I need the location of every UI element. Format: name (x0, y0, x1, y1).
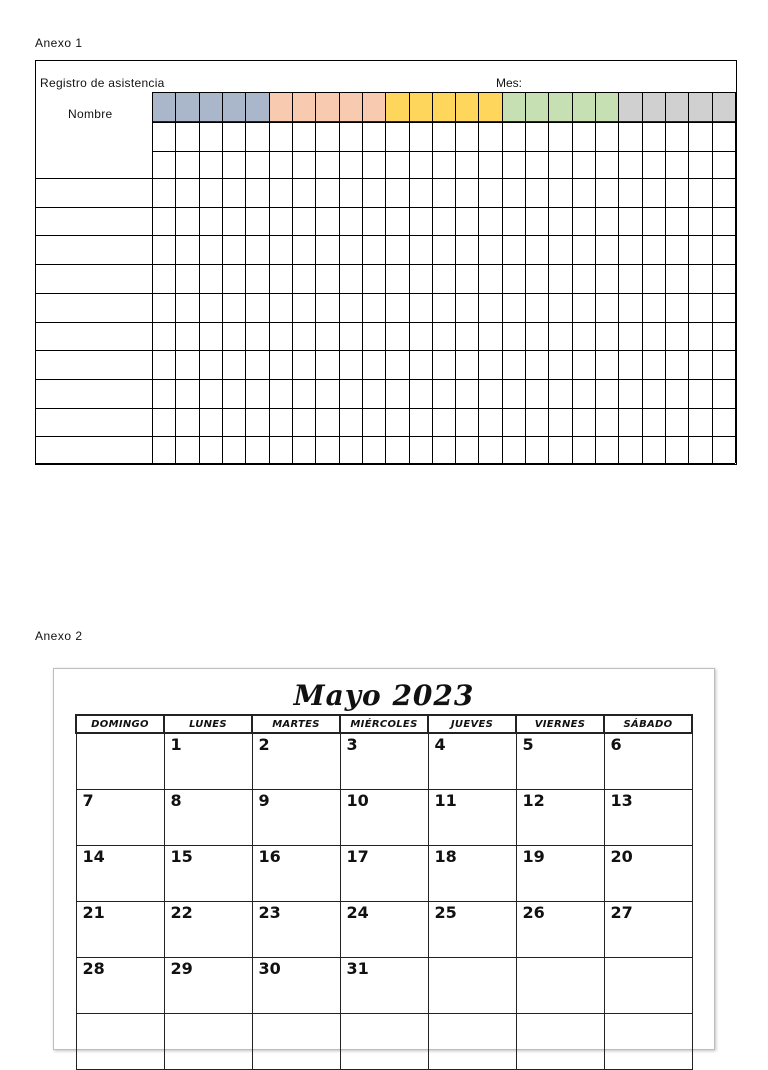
day-number (165, 1014, 252, 1015)
day-number: 20 (610, 847, 633, 866)
calendar-title: Mayo 2023 (293, 679, 475, 712)
day-number (429, 958, 516, 959)
attendance-title: Registro de asistencia (40, 76, 165, 90)
grid-line (35, 350, 735, 351)
day-number: 11 (434, 791, 457, 810)
name-column-header: Nombre (68, 107, 113, 121)
calendar-sheet (53, 668, 715, 1050)
calendar-day-cell (428, 846, 516, 902)
day-number (517, 1014, 604, 1015)
calendar-day-cell (340, 1014, 428, 1070)
calendar-week-row (76, 790, 692, 846)
calendar-day-cell (604, 1014, 692, 1070)
grid-line (35, 293, 735, 294)
weekday-header: LUNES (164, 715, 252, 733)
day-number: 14 (82, 847, 105, 866)
calendar-day-cell (428, 733, 516, 790)
day-number: 1 (170, 735, 182, 754)
calendar-day-cell (76, 846, 164, 902)
calendar-day-cell (604, 733, 692, 790)
grid-line (35, 207, 735, 208)
grid-line (152, 151, 735, 152)
calendar-week-row (76, 902, 692, 958)
grid-line (35, 178, 735, 179)
day-number: 13 (610, 791, 633, 810)
day-number: 5 (522, 735, 534, 754)
day-number: 16 (258, 847, 281, 866)
calendar-day-cell (516, 733, 604, 790)
calendar-day-cell (76, 902, 164, 958)
calendar-day-cell (604, 902, 692, 958)
calendar-day-cell (604, 790, 692, 846)
day-number: 3 (346, 735, 358, 754)
day-number: 24 (346, 903, 369, 922)
calendar-day-cell (76, 733, 164, 790)
calendar-day-cell (164, 1014, 252, 1070)
day-number: 30 (258, 959, 281, 978)
calendar-week-row (76, 846, 692, 902)
calendar-day-cell (428, 902, 516, 958)
day-number: 26 (522, 903, 545, 922)
day-number (253, 1014, 340, 1015)
day-number: 12 (522, 791, 545, 810)
day-number: 29 (170, 959, 193, 978)
grid-line (152, 92, 735, 93)
annex-1-label: Anexo 1 (35, 36, 83, 50)
day-number: 7 (82, 791, 94, 810)
day-number: 18 (434, 847, 457, 866)
day-number (517, 958, 604, 959)
month-label: Mes: (496, 76, 523, 90)
calendar-day-cell (252, 902, 340, 958)
day-number: 17 (346, 847, 369, 866)
weekday-header: SÁBADO (604, 715, 692, 733)
weekday-header: MARTES (252, 715, 340, 733)
day-number: 10 (346, 791, 369, 810)
calendar-day-cell (516, 958, 604, 1014)
calendar-day-cell (428, 790, 516, 846)
calendar-day-cell (164, 846, 252, 902)
grid-line (35, 264, 735, 265)
weekday-header: DOMINGO (76, 715, 164, 733)
calendar-day-cell (76, 790, 164, 846)
weekday-header: VIERNES (516, 715, 604, 733)
day-number: 31 (346, 959, 369, 978)
calendar-day-cell (340, 902, 428, 958)
day-number: 6 (610, 735, 622, 754)
day-number (429, 1014, 516, 1015)
day-number (341, 1014, 428, 1015)
day-number: 23 (258, 903, 281, 922)
calendar-day-cell (164, 958, 252, 1014)
week-color-block (618, 92, 736, 122)
day-number: 15 (170, 847, 193, 866)
grid-line (152, 122, 735, 123)
day-number: 9 (258, 791, 270, 810)
calendar-day-cell (340, 733, 428, 790)
calendar-day-cell (340, 790, 428, 846)
grid-line (35, 379, 735, 380)
day-number: 22 (170, 903, 193, 922)
calendar-day-cell (604, 958, 692, 1014)
day-number: 4 (434, 735, 446, 754)
calendar-day-cell (516, 1014, 604, 1070)
calendar-day-cell (252, 1014, 340, 1070)
day-number: 19 (522, 847, 545, 866)
calendar-day-cell (516, 790, 604, 846)
calendar-day-cell (76, 1014, 164, 1070)
week-color-block (152, 92, 270, 122)
calendar-grid (75, 714, 693, 1070)
attendance-sheet (35, 60, 737, 465)
annex-2-label: Anexo 2 (35, 629, 83, 643)
grid-line (35, 436, 735, 437)
week-color-block (502, 92, 620, 122)
weekday-header: MIÉRCOLES (340, 715, 428, 733)
calendar-day-cell (340, 846, 428, 902)
calendar-day-cell (252, 958, 340, 1014)
week-color-block (269, 92, 387, 122)
calendar-day-cell (164, 902, 252, 958)
grid-line (35, 408, 735, 409)
calendar-day-cell (252, 790, 340, 846)
weekday-header: JUEVES (428, 715, 516, 733)
calendar-week-row (76, 733, 692, 790)
day-number: 25 (434, 903, 457, 922)
calendar-week-row (76, 958, 692, 1014)
calendar-day-cell (252, 846, 340, 902)
day-number (605, 1014, 692, 1015)
calendar-day-cell (428, 1014, 516, 1070)
weekday-header-row (76, 715, 692, 733)
day-number: 28 (82, 959, 105, 978)
grid-line (35, 235, 735, 236)
day-number: 8 (170, 791, 182, 810)
calendar-day-cell (516, 846, 604, 902)
day-number (77, 734, 164, 735)
calendar-week-row (76, 1014, 692, 1070)
calendar-day-cell (164, 790, 252, 846)
calendar-day-cell (516, 902, 604, 958)
calendar-day-cell (340, 958, 428, 1014)
calendar-day-cell (164, 733, 252, 790)
week-color-block (385, 92, 503, 122)
day-number (77, 1014, 164, 1015)
calendar-day-cell (252, 733, 340, 790)
day-number: 21 (82, 903, 105, 922)
day-number (605, 958, 692, 959)
calendar-day-cell (76, 958, 164, 1014)
grid-line (35, 322, 735, 323)
grid-line (735, 92, 736, 463)
day-number: 2 (258, 735, 270, 754)
calendar-day-cell (604, 846, 692, 902)
calendar-day-cell (428, 958, 516, 1014)
day-number: 27 (610, 903, 633, 922)
grid-line (35, 463, 735, 464)
